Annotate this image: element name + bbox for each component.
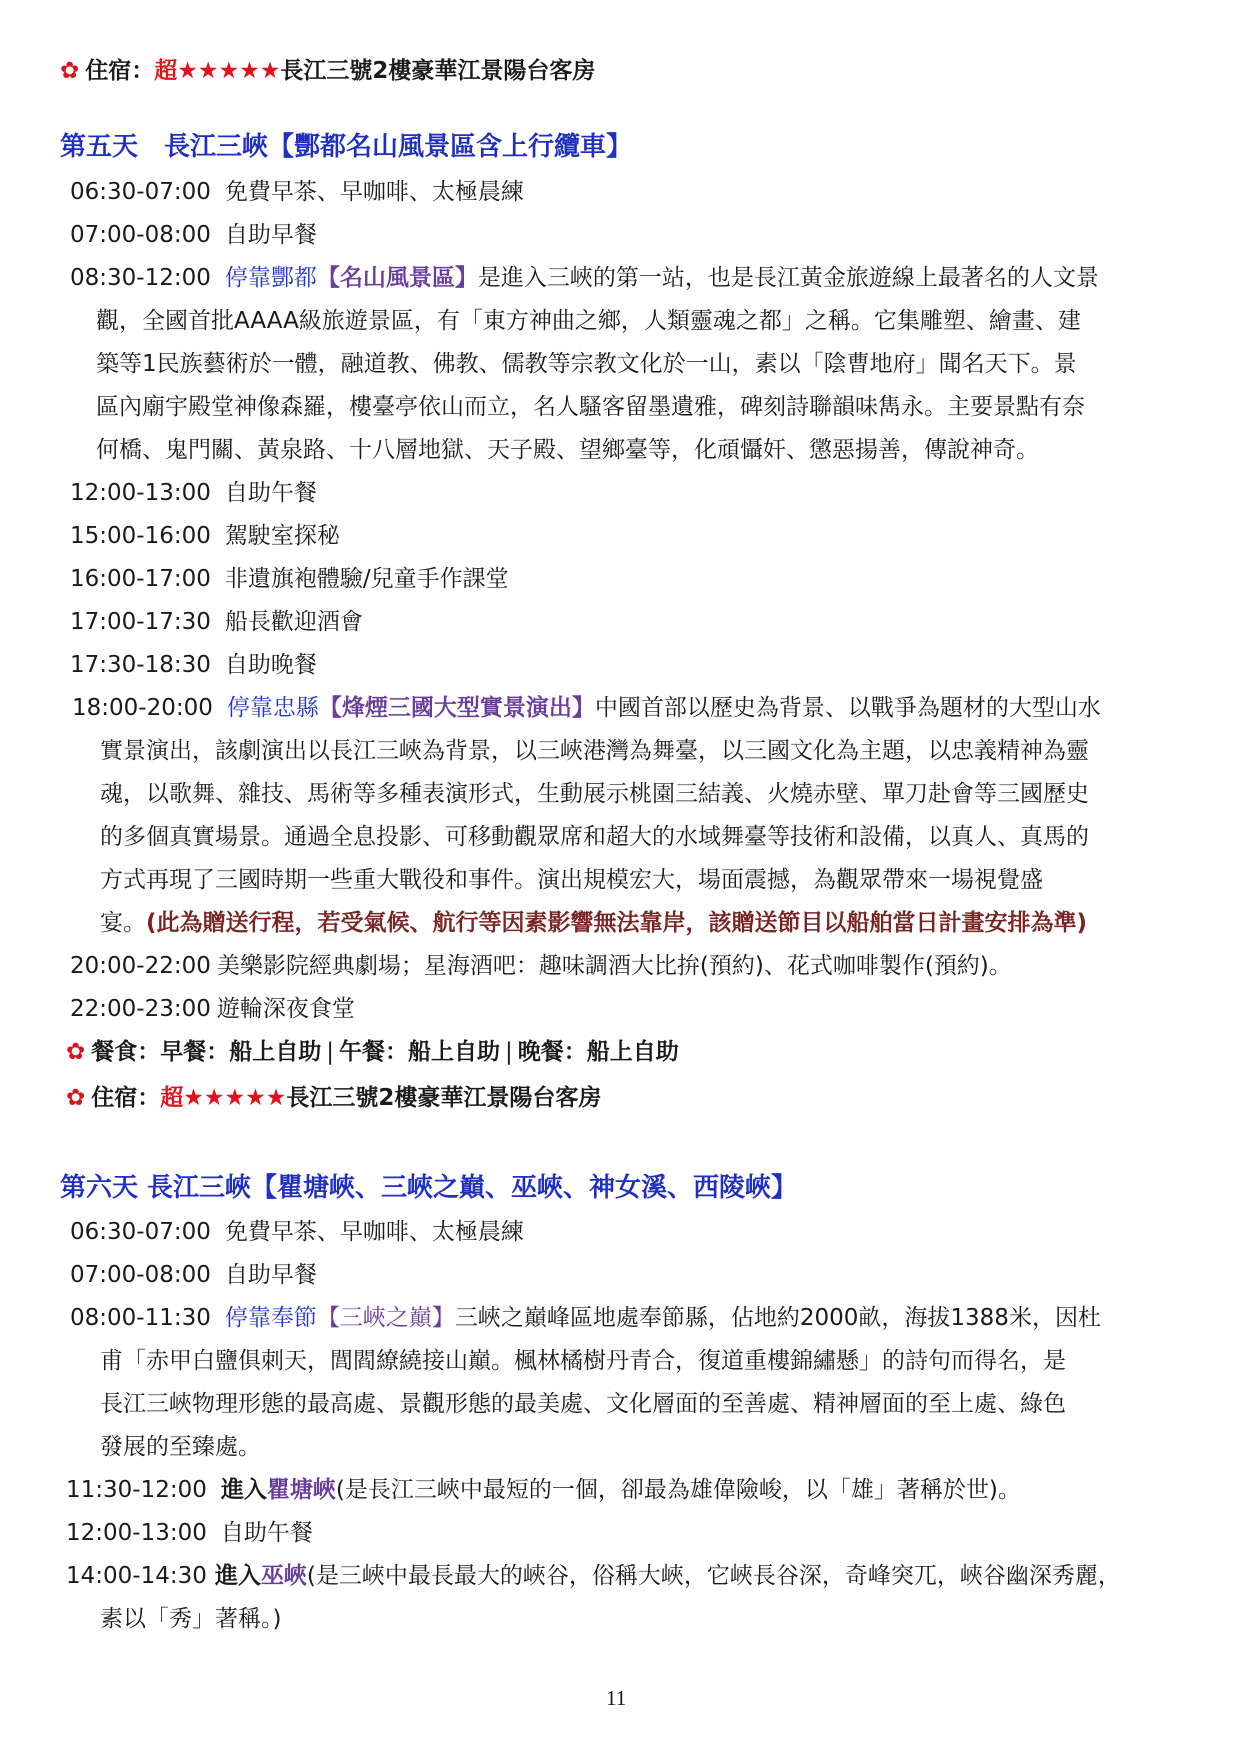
lodging-text: 長江三號2樓豪華江景陽台客房 (286, 1085, 602, 1111)
item-text-line (100, 908, 1087, 938)
schedule-item (70, 521, 340, 551)
meal-dinner: 晚餐：船上自助 (517, 1039, 679, 1065)
item-text-line: 的多個真實場景。通過全息投影、可移動觀眾席和超大的水域舞臺等技術和設備，以真人、真馬的 (100, 824, 1089, 850)
schedule-item (70, 951, 1012, 981)
flower-icon: ✿ (66, 1085, 86, 1111)
lodging-label: 住宿： (85, 58, 155, 84)
item-text-line: 長江三峽物理形態的最高處、景觀形態的最美處、文化層面的至善處、精神層面的至上處、綠色 (100, 1391, 1066, 1417)
item-time: 12:00-13:00 (66, 1520, 207, 1546)
schedule-item (70, 1217, 524, 1247)
item-text: 自助晚餐 (224, 652, 317, 678)
item-text: 自助早餐 (224, 222, 317, 248)
item-time: 17:30-18:30 (70, 652, 211, 678)
item-text: 免費早茶、早咖啡、太極晨練 (224, 1219, 524, 1245)
item-time: 07:00-08:00 (70, 222, 211, 248)
item-time: 22:00-23:00 (70, 996, 211, 1022)
meal-separator: | (326, 1039, 335, 1065)
item-text: 美樂影院經典劇場；星海酒吧：趣味調酒大比拚(預約)、花式咖啡製作(預約)。 (216, 953, 1012, 979)
item-time: 07:00-08:00 (70, 1262, 211, 1288)
item-text-line: 區內廟宇殿堂神像森羅，樓臺亭依山而立，名人騷客留墨遺雅，碑刻詩聯韻味雋永。主要景點有奈 (96, 394, 1085, 420)
item-gorge: 巫峽 (260, 1563, 307, 1589)
schedule-item (66, 1561, 1121, 1591)
item-place: 停靠奉節 (224, 1305, 317, 1331)
top-lodging-line (60, 56, 595, 86)
item-text: 自助午餐 (220, 1520, 313, 1546)
item-text-line: 何橋、鬼門關、黃泉路、十八層地獄、天子殿、望鄉臺等，化頑懾奸、懲惡揚善，傳說神奇。 (96, 437, 1039, 463)
item-time: 14:00-14:30 (66, 1563, 207, 1589)
item-gorge: 瞿塘峽 (266, 1477, 336, 1503)
item-place: 停靠忠縣 (226, 695, 319, 721)
meal-separator: | (505, 1039, 513, 1065)
lodging-line (66, 1083, 601, 1113)
item-text-line: 築等1民族藝術於一體，融道教、佛教、儒教等宗教文化於一山，素以「陰曹地府」聞名天下。景 (96, 351, 1077, 377)
item-text: (是三峽中最長最大的峽谷，俗稱大峽，它峽長谷深，奇峰突兀，峽谷幽深秀麗， (306, 1563, 1121, 1589)
item-text-line: 發展的至臻處。 (100, 1434, 261, 1460)
schedule-item (70, 1260, 317, 1290)
lodging-text: 長江三號2樓豪華江景陽台客房 (280, 58, 596, 84)
item-text-line: 魂，以歌舞、雜技、馬術等多種表演形式，生動展示桃園三結義、火燒赤壁、單刀赴會等三國歷史 (100, 781, 1089, 807)
item-text: 免費早茶、早咖啡、太極晨練 (224, 179, 524, 205)
meals-label: 餐食： (91, 1039, 161, 1065)
schedule-item (70, 1303, 1101, 1333)
item-time: 08:00-11:30 (70, 1305, 211, 1331)
lodging-label: 住宿： (91, 1085, 161, 1111)
item-text: 遊輪深夜食堂 (216, 996, 355, 1022)
item-time: 20:00-22:00 (70, 953, 211, 979)
day5-title: 第五天 長江三峽【酆都名山風景區含上行纜車】 (60, 132, 633, 162)
item-attraction: 【烽煙三國大型實景演出】 (318, 695, 595, 721)
item-text: 船長歡迎酒會 (224, 609, 363, 635)
item-time: 18:00-20:00 (72, 695, 213, 721)
schedule-item (70, 607, 363, 637)
schedule-item (70, 220, 317, 250)
item-text: 駕駛室探秘 (224, 523, 340, 549)
meal-breakfast: 早餐：船上自助 (160, 1039, 322, 1065)
schedule-item (70, 478, 317, 508)
item-text: 非遺旗袍體驗/兒童手作課堂 (224, 566, 509, 592)
item-text-line: 實景演出，該劇演出以長江三峽為背景，以三峽港灣為舞臺，以三國文化為主題，以忠義精神為靈 (100, 738, 1089, 764)
schedule-item (70, 994, 355, 1024)
item-enter: 進入 (220, 1477, 267, 1503)
item-text: 宴。 (100, 910, 146, 936)
schedule-item (70, 650, 317, 680)
item-text: 自助早餐 (224, 1262, 317, 1288)
item-text: (是長江三峽中最短的一個，卻最為雄偉險峻，以「雄」著稱於世)。 (335, 1477, 1021, 1503)
flower-icon: ✿ (60, 58, 80, 84)
item-text-line: 方式再現了三國時期一些重大戰役和事件。演出規模宏大，場面震撼，為觀眾帶來一場視覺盛 (100, 867, 1043, 893)
item-place: 停靠酆都 (224, 265, 317, 291)
schedule-item (66, 1475, 1021, 1505)
page-number: 11 (606, 1686, 627, 1710)
item-time: 06:30-07:00 (70, 1219, 211, 1245)
meal-lunch: 午餐：船上自助 (339, 1039, 501, 1065)
star-rating: ★★★★★ (183, 1085, 287, 1111)
item-time: 12:00-13:00 (70, 480, 211, 506)
flower-icon: ✿ (66, 1039, 86, 1065)
item-text: 自助午餐 (224, 480, 317, 506)
item-enter: 進入 (214, 1563, 261, 1589)
item-text: 三峽之巔峰區地處奉節縣，佔地約2000畝，海拔1388米，因杜 (454, 1305, 1101, 1331)
item-time: 06:30-07:00 (70, 179, 211, 205)
gift-note: (此為贈送行程，若受氣候、航行等因素影響無法靠岸，該贈送節目以船舶當日計畫安排為準) (146, 910, 1088, 936)
item-text: 中國首部以歷史為背景、以戰爭為題材的大型山水 (594, 695, 1101, 721)
item-attraction: 【名山風景區】 (316, 265, 478, 291)
item-time: 08:30-12:00 (70, 265, 211, 291)
item-time: 16:00-17:00 (70, 566, 211, 592)
schedule-item (72, 693, 1101, 723)
item-time: 17:00-17:30 (70, 609, 211, 635)
item-text-line: 甫「赤甲白鹽俱刺天，閭閻繚繞接山巔。楓林橘樹丹青合，復道重樓錦繡懸」的詩句而得名，是 (100, 1348, 1066, 1374)
schedule-item (70, 177, 524, 207)
meals-line (66, 1037, 679, 1067)
item-attraction: 【三峽之巔】 (316, 1305, 455, 1331)
item-text-line: 觀，全國首批AAAA級旅遊景區，有「東方神曲之鄉，人類靈魂之都」之稱。它集雕塑、繪畫、建 (96, 308, 1081, 334)
item-time: 15:00-16:00 (70, 523, 211, 549)
item-text-line: 素以「秀」著稱。) (100, 1606, 282, 1632)
star-rating: ★★★★★ (177, 58, 281, 84)
item-text: 是進入三峽的第一站，也是長江黃金旅遊線上最著名的人文景 (477, 265, 1099, 291)
item-time: 11:30-12:00 (66, 1477, 207, 1503)
schedule-item (66, 1518, 313, 1548)
lodging-prefix: 超 (160, 1085, 184, 1111)
day6-title: 第六天 長江三峽【瞿塘峽、三峽之巔、巫峽、神女溪、西陵峽】 (60, 1173, 798, 1203)
lodging-prefix: 超 (154, 58, 178, 84)
schedule-item (70, 564, 509, 594)
schedule-item (70, 263, 1099, 293)
